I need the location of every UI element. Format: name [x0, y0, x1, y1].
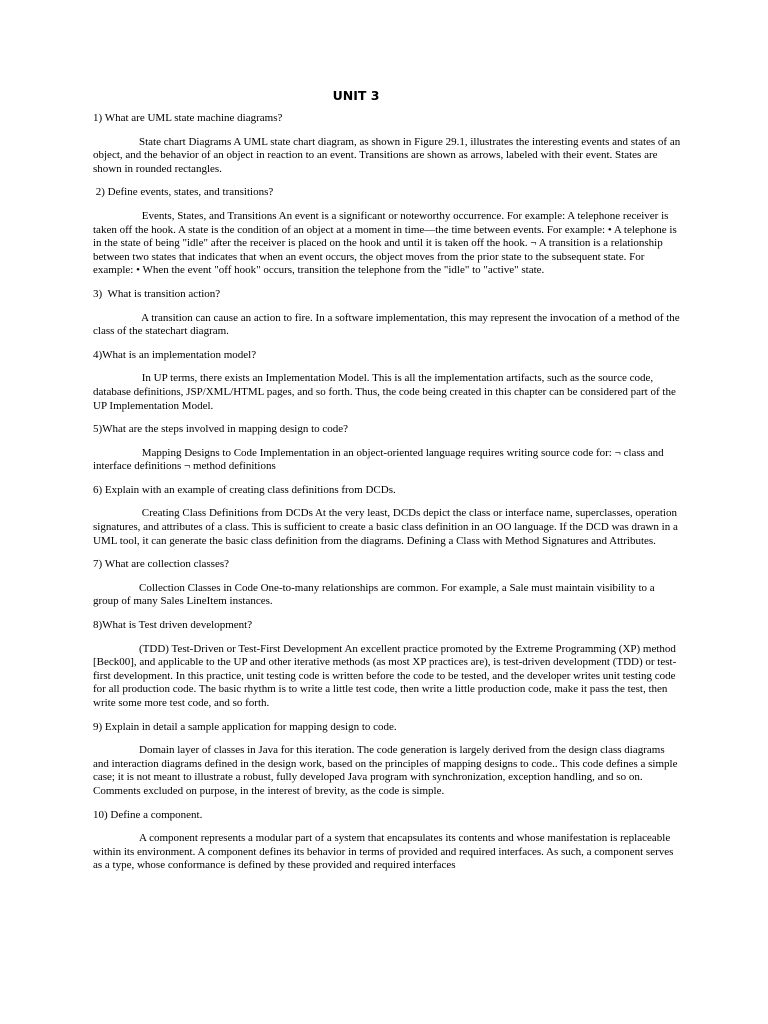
- answer-10-text: A component represents a modular part of a system that encapsulates its contents and whose manifestation is replaceable within its environment. A component defines its behavior in terms of provided and required interfaces. As such, a component serves as a type, whose conformance is defined by these provided and required interfaces: [93, 832, 674, 872]
- question-8: 8)What is Test driven development?: [93, 619, 253, 632]
- page-title: UNIT 3: [332, 88, 380, 103]
- answer-6-text: Creating Class Definitions from DCDs At the very least, DCDs depict the class or interface name, superclasses, operation signatures, and attributes of a class. This is sufficient to create a basic class definition in an OO language. If the DCD was drawn in a UML tool, it can generate the basic class definition from the diagrams. Defining a Class with Method Signatures and Attributes.: [93, 507, 678, 547]
- answer-4: [93, 372, 683, 413]
- answer-4-text: In UP terms, there exists an Implementation Model. This is all the implementation artifacts, such as the source code, database definitions, JSP/XML/HTML pages, and so forth. Thus, the code being created in this chapter can be considered part of the UP Implementation Model.: [93, 372, 676, 412]
- question-10: 10) Define a component.: [93, 808, 203, 821]
- answer-9: [93, 744, 683, 798]
- question-6: 6) Explain with an example of creating class definitions from DCDs.: [93, 483, 396, 496]
- answer-1-text: State chart Diagrams A UML state chart diagram, as shown in Figure 29.1, illustrates the interesting events and states of an object, and the behavior of an object in reaction to an event. Transitions are shown as arrows, labeled with their event. States are shown in rounded rectangles.: [93, 135, 681, 175]
- question-3: 3) What is transition action?: [93, 287, 221, 300]
- answer-10: [93, 832, 683, 873]
- answer-3: [93, 312, 683, 339]
- answer-7: [93, 582, 683, 609]
- question-5: 5)What are the steps involved in mapping design to code?: [93, 423, 349, 436]
- question-2: 2) Define events, states, and transitions?: [93, 186, 274, 199]
- answer-5-text: Mapping Designs to Code Implementation in an object-oriented language requires writing source code for: ¬ class and interface definitions ¬ method definitions: [93, 446, 664, 473]
- question-1: 1) What are UML state machine diagrams?: [93, 112, 283, 124]
- answer-3-text: A transition can cause an action to fire. In a software implementation, this may represent the invocation of a method of the class of the statechart diagram.: [93, 311, 680, 338]
- answer-6: [93, 507, 683, 548]
- answer-7-text: Collection Classes in Code One-to-many relationships are common. For example, a Sale must maintain visibility to a group of many Sales LineItem instances.: [93, 581, 655, 608]
- answer-9-text: Domain layer of classes in Java for this iteration. The code generation is largely derived from the design class diagrams and interaction diagrams defined in the design work, based on the principles of mapping designs to code.. This code defines a simple case; it is not meant to illustrate a robust, fully developed Java program with synchronization, exception handling, and so on. Comments excluded on purpose, in the interest of brevity, as the code is simple.: [93, 744, 678, 797]
- question-4: 4)What is an implementation model?: [93, 348, 257, 361]
- answer-2-text: Events, States, and Transitions An event is a significant or noteworthy occurrence. For example: A telephone receiver is taken off the hook. A state is the condition of an object at a moment in time—the time between events. For example: • A telephone is in the state of being "idle" after the receiver is placed on the hook and until it is taken off the hook. ¬ A transition is a relationship between two states that indicates that when an event occurs, the object moves from the prior state to the subsequent state. For example: • When the event "off hook" occurs, transition the telephone from the "idle" to "active" state.: [93, 209, 677, 277]
- document-body: [93, 112, 683, 883]
- answer-2: [93, 210, 683, 278]
- answer-8-text: (TDD) Test-Driven or Test-First Development An excellent practice promoted by the Extreme Programming (XP) method [Beck00], and applicable to the UP and other iterative methods (as most XP practices are), is test-driven development (TDD) or test-first development. In this practice, unit testing code is written before the code to be tested, and the developer writes unit testing code for all production code. The basic rhythm is to write a little test code, then write a little production code, make it pass the test, then write some more test code, and so forth.: [93, 642, 677, 709]
- question-7: 7) What are collection classes?: [93, 558, 230, 571]
- answer-5: [93, 447, 683, 474]
- question-9: 9) Explain in detail a sample application for mapping design to code.: [93, 720, 397, 733]
- answer-8: [93, 643, 683, 711]
- answer-1: [93, 136, 683, 177]
